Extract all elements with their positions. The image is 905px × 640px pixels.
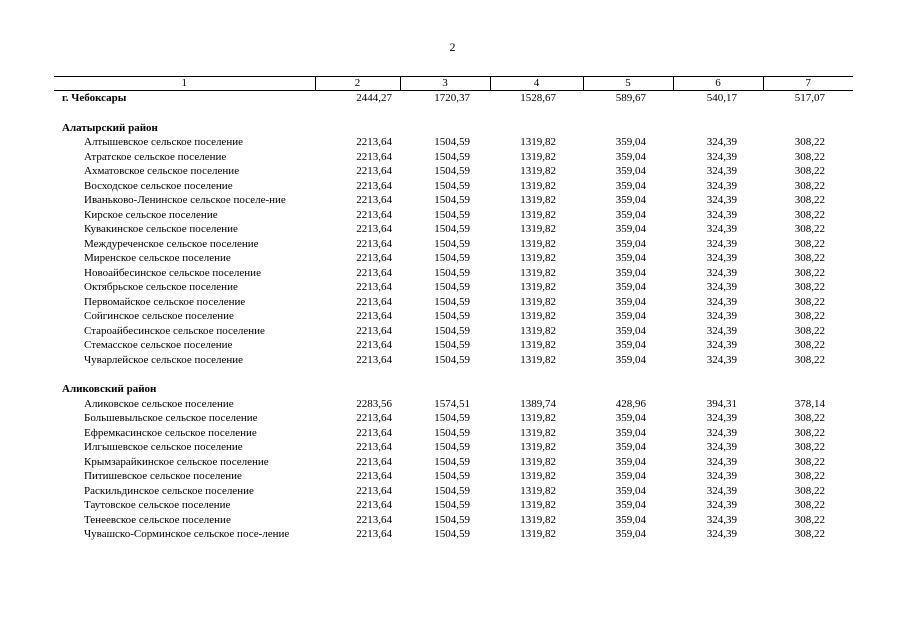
cell-value: 359,04 — [615, 441, 646, 453]
spacer-row — [54, 367, 853, 382]
cell-value: 2213,64 — [356, 310, 392, 322]
cell-value: 359,04 — [615, 179, 646, 192]
cell-value: 324,39 — [706, 223, 737, 235]
cell-value: 359,04 — [615, 194, 646, 206]
cell-value: 1504,59 — [434, 150, 470, 163]
table-row — [54, 135, 853, 150]
table-row — [54, 498, 853, 513]
table-row — [54, 411, 853, 426]
table-row — [54, 426, 853, 441]
cell-value: 1319,82 — [520, 324, 556, 337]
cell-value: 540,17 — [706, 92, 737, 104]
row-name: Раскильдинское сельское поселение — [84, 484, 254, 497]
cell-value: 1319,82 — [520, 455, 556, 468]
cell-value: 359,04 — [615, 513, 646, 526]
table-row — [54, 237, 853, 252]
cell-value: 1319,82 — [520, 412, 556, 424]
cell-value: 324,39 — [706, 455, 737, 468]
cell-value: 2213,64 — [356, 223, 392, 235]
table-row — [54, 527, 853, 542]
cell-value: 1504,59 — [434, 295, 470, 308]
cell-value: 359,04 — [615, 339, 646, 351]
row-name: Кирское сельское поселение — [84, 208, 218, 221]
cell-value: 308,22 — [794, 252, 825, 264]
cell-value: 359,04 — [615, 237, 646, 250]
table-row — [54, 280, 853, 295]
table-row — [54, 455, 853, 470]
cell-value: 1504,59 — [434, 528, 470, 540]
cell-value: 394,31 — [706, 397, 737, 410]
cell-value: 324,39 — [706, 179, 737, 192]
cell-value: 1319,82 — [520, 223, 556, 235]
cell-value: 359,04 — [615, 324, 646, 337]
cell-value: 1319,82 — [520, 528, 556, 540]
cell-value: 2213,64 — [356, 252, 392, 264]
cell-value: 2213,64 — [356, 194, 392, 206]
cell-value: 359,04 — [615, 499, 646, 511]
cell-value: 1574,51 — [434, 397, 470, 410]
cell-value: 1389,74 — [520, 397, 556, 410]
cell-value: 2213,64 — [356, 499, 392, 511]
cell-value: 324,39 — [706, 208, 737, 221]
cell-value: 324,39 — [706, 324, 737, 337]
page-number: 2 — [449, 40, 456, 54]
cell-value: 324,39 — [706, 441, 737, 453]
cell-value: 308,22 — [794, 194, 825, 206]
table-row — [54, 338, 853, 353]
row-name: Атратское сельское поселение — [84, 150, 227, 163]
row-name: Октябрьское сельское поселение — [84, 281, 238, 293]
cell-value: 2213,64 — [356, 150, 392, 163]
spacer-row — [54, 106, 853, 121]
cell-value: 1319,82 — [520, 266, 556, 279]
cell-value: 324,39 — [706, 194, 737, 206]
cell-value — [673, 121, 763, 136]
cell-value: 2213,64 — [356, 339, 392, 351]
cell-value: 324,39 — [706, 252, 737, 264]
column-header: 5 — [583, 77, 673, 91]
cell-value: 324,39 — [706, 150, 737, 163]
cell-value: 308,22 — [794, 237, 825, 250]
cell-value: 359,04 — [615, 136, 646, 148]
cell-value: 1504,59 — [434, 179, 470, 192]
cell-value — [763, 121, 853, 136]
table-row — [54, 179, 853, 194]
cell-value — [490, 121, 583, 136]
cell-value: 1504,59 — [434, 455, 470, 468]
cell-value: 1319,82 — [520, 150, 556, 163]
column-header: 3 — [400, 77, 490, 91]
cell-value: 359,04 — [615, 455, 646, 468]
cell-value: 1319,82 — [520, 499, 556, 511]
cell-value: 1319,82 — [520, 470, 556, 482]
cell-value: 1504,59 — [434, 513, 470, 526]
cell-value: 308,22 — [794, 165, 825, 177]
cell-value: 1504,59 — [434, 324, 470, 337]
table-row — [54, 353, 853, 368]
row-name: Чувашско-Сорминское сельское посе-ление — [84, 528, 290, 540]
district-row — [54, 121, 853, 136]
cell-value: 324,39 — [706, 484, 737, 497]
cell-value: 2213,64 — [356, 470, 392, 482]
cell-value: 1504,59 — [434, 499, 470, 511]
table-row — [54, 295, 853, 310]
cell-value: 359,04 — [615, 528, 646, 540]
cell-value: 1319,82 — [520, 165, 556, 177]
cell-value: 359,04 — [615, 281, 646, 293]
cell-value: 308,22 — [794, 281, 825, 293]
cell-value: 1504,59 — [434, 484, 470, 497]
cell-value: 308,22 — [794, 295, 825, 308]
cell-value: 1504,59 — [434, 165, 470, 177]
cell-value: 1720,37 — [434, 92, 470, 104]
cell-value — [315, 121, 400, 136]
row-name: Чуварлейское сельское поселение — [84, 353, 244, 366]
row-name: Большевыльское сельское поселение — [84, 412, 258, 424]
row-name: Ахматовское сельское поселение — [84, 165, 240, 177]
cell-value — [315, 382, 400, 397]
cell-value: 324,39 — [706, 412, 737, 424]
district-row — [54, 382, 853, 397]
cell-value: 359,04 — [615, 310, 646, 322]
cell-value: 359,04 — [615, 150, 646, 163]
cell-value: 2213,64 — [356, 208, 392, 221]
cell-value: 2213,64 — [356, 295, 392, 308]
cell-value: 308,22 — [794, 470, 825, 482]
cell-value: 324,39 — [706, 528, 737, 540]
cell-value: 308,22 — [794, 324, 825, 337]
cell-value: 1319,82 — [520, 426, 556, 439]
cell-value: 1319,82 — [520, 441, 556, 453]
row-name: Восходское сельское поселение — [84, 179, 233, 192]
cell-value: 359,04 — [615, 223, 646, 235]
row-name: Ефремкасинское сельское поселение — [84, 426, 257, 439]
table-row — [54, 150, 853, 165]
cell-value: 1504,59 — [434, 412, 470, 424]
row-name: Таутовское сельское поселение — [84, 499, 231, 511]
table-row — [54, 484, 853, 499]
table-row — [54, 440, 853, 455]
cell-value: 308,22 — [794, 499, 825, 511]
cell-value: 308,22 — [794, 441, 825, 453]
row-name: Сойгинское сельское поселение — [84, 310, 234, 322]
cell-value: 359,04 — [615, 470, 646, 482]
cell-value — [400, 382, 490, 397]
column-header: 4 — [490, 77, 583, 91]
cell-value: 1504,59 — [434, 281, 470, 293]
row-name: г. Чебоксары — [62, 92, 127, 104]
cell-value: 1319,82 — [520, 353, 556, 366]
cell-value: 1319,82 — [520, 179, 556, 192]
cell-value: 324,39 — [706, 426, 737, 439]
cell-value — [583, 121, 673, 136]
row-name: Аликовский район — [62, 383, 157, 395]
cell-value: 1504,59 — [434, 441, 470, 453]
cell-value: 2213,64 — [356, 412, 392, 424]
cell-value: 2213,64 — [356, 441, 392, 453]
cell-value: 359,04 — [615, 484, 646, 497]
cell-value: 324,39 — [706, 281, 737, 293]
table-row — [54, 309, 853, 324]
cell-value: 1504,59 — [434, 353, 470, 366]
cell-value: 428,96 — [615, 397, 646, 410]
cell-value: 359,04 — [615, 412, 646, 424]
cell-value: 308,22 — [794, 150, 825, 163]
cell-value: 2213,64 — [356, 484, 392, 497]
table-header-row — [54, 77, 853, 91]
cell-value: 308,22 — [794, 528, 825, 540]
column-header: 2 — [315, 77, 400, 91]
cell-value — [763, 382, 853, 397]
cell-value: 324,39 — [706, 136, 737, 148]
row-name: Первомайское сельское поселение — [84, 295, 246, 308]
cell-value: 308,22 — [794, 484, 825, 497]
cell-value: 2213,64 — [356, 324, 392, 337]
cell-value — [400, 121, 490, 136]
table-row — [54, 164, 853, 179]
cell-value: 1319,82 — [520, 484, 556, 497]
table-row — [54, 222, 853, 237]
cell-value: 359,04 — [615, 295, 646, 308]
cell-value: 2213,64 — [356, 179, 392, 192]
row-name: Илгышевское сельское поселение — [84, 441, 243, 453]
cell-value: 324,39 — [706, 295, 737, 308]
cell-value: 324,39 — [706, 165, 737, 177]
cell-value: 359,04 — [615, 353, 646, 366]
table-row — [54, 266, 853, 281]
cell-value: 2213,64 — [356, 165, 392, 177]
cell-value: 1504,59 — [434, 266, 470, 279]
row-name: Новоайбесинское сельское поселение — [84, 266, 261, 279]
cell-value: 378,14 — [794, 397, 825, 410]
row-name: Алтышевское сельское поселение — [84, 136, 243, 148]
table-row — [54, 469, 853, 484]
row-name: Староайбесинское сельское поселение — [84, 324, 265, 337]
table-row — [54, 208, 853, 223]
cell-value: 1319,82 — [520, 252, 556, 264]
column-header: 1 — [54, 77, 315, 91]
cell-value: 1504,59 — [434, 426, 470, 439]
cell-value: 2213,64 — [356, 353, 392, 366]
cell-value: 308,22 — [794, 353, 825, 366]
cell-value: 324,39 — [706, 339, 737, 351]
row-name: Миренское сельское поселение — [84, 252, 231, 264]
cell-value: 308,22 — [794, 223, 825, 235]
cell-value: 1528,67 — [520, 92, 556, 104]
cell-value: 1504,59 — [434, 136, 470, 148]
data-table — [54, 76, 853, 542]
cell-value: 2213,64 — [356, 281, 392, 293]
cell-value: 2213,64 — [356, 513, 392, 526]
cell-value: 308,22 — [794, 412, 825, 424]
cell-value: 1319,82 — [520, 136, 556, 148]
cell-value: 1319,82 — [520, 339, 556, 351]
cell-value — [490, 382, 583, 397]
cell-value: 1319,82 — [520, 194, 556, 206]
cell-value: 1504,59 — [434, 252, 470, 264]
column-header: 7 — [763, 77, 853, 91]
row-name: Крымзарайкинское сельское поселение — [84, 455, 269, 468]
cell-value: 308,22 — [794, 513, 825, 526]
cell-value: 2213,64 — [356, 237, 392, 250]
cell-value: 308,22 — [794, 455, 825, 468]
cell-value: 324,39 — [706, 266, 737, 279]
cell-value: 308,22 — [794, 208, 825, 221]
cell-value: 359,04 — [615, 252, 646, 264]
cell-value: 2283,56 — [356, 397, 392, 410]
cell-value: 1319,82 — [520, 237, 556, 250]
cell-value: 1504,59 — [434, 339, 470, 351]
cell-value: 1504,59 — [434, 194, 470, 206]
table-row — [54, 193, 853, 208]
cell-value: 1504,59 — [434, 310, 470, 322]
cell-value: 359,04 — [615, 266, 646, 279]
cell-value — [583, 382, 673, 397]
cell-value: 1504,59 — [434, 223, 470, 235]
cell-value: 2213,64 — [356, 426, 392, 439]
cell-value: 359,04 — [615, 165, 646, 177]
cell-value: 324,39 — [706, 310, 737, 322]
row-name: Тенеевское сельское поселение — [84, 513, 231, 526]
table-row — [54, 397, 853, 412]
cell-value: 1319,82 — [520, 295, 556, 308]
cell-value: 1319,82 — [520, 513, 556, 526]
cell-value: 2213,64 — [356, 455, 392, 468]
row-name: Кувакинское сельское поселение — [84, 223, 238, 235]
table-row — [54, 324, 853, 339]
cell-value: 324,39 — [706, 353, 737, 366]
row-name: Междуреченское сельское поселение — [84, 237, 259, 250]
table-row — [54, 513, 853, 528]
cell-value: 308,22 — [794, 339, 825, 351]
column-header: 6 — [673, 77, 763, 91]
table-row — [54, 251, 853, 266]
cell-value: 308,22 — [794, 310, 825, 322]
cell-value: 1319,82 — [520, 281, 556, 293]
cell-value: 2213,64 — [356, 528, 392, 540]
cell-value: 2213,64 — [356, 136, 392, 148]
cell-value: 324,39 — [706, 237, 737, 250]
city-row — [54, 91, 853, 106]
cell-value: 359,04 — [615, 208, 646, 221]
cell-value: 2213,64 — [356, 266, 392, 279]
cell-value: 1504,59 — [434, 470, 470, 482]
cell-value: 359,04 — [615, 426, 646, 439]
cell-value: 308,22 — [794, 266, 825, 279]
row-name: Иваньково-Ленинское сельское поселе-ние — [84, 194, 286, 206]
cell-value: 1504,59 — [434, 208, 470, 221]
cell-value: 308,22 — [794, 179, 825, 192]
row-name: Аликовское сельское поселение — [84, 397, 234, 410]
cell-value: 324,39 — [706, 513, 737, 526]
cell-value: 308,22 — [794, 136, 825, 148]
cell-value: 1319,82 — [520, 310, 556, 322]
cell-value: 589,67 — [615, 92, 646, 104]
row-name: Стемасское сельское поселение — [84, 339, 233, 351]
cell-value: 324,39 — [706, 470, 737, 482]
cell-value — [673, 382, 763, 397]
cell-value: 517,07 — [794, 92, 825, 104]
cell-value: 2444,27 — [356, 92, 392, 104]
cell-value: 324,39 — [706, 499, 737, 511]
row-name: Питишевское сельское поселение — [84, 470, 242, 482]
row-name: Алатырский район — [62, 121, 158, 134]
cell-value: 308,22 — [794, 426, 825, 439]
cell-value: 1504,59 — [434, 237, 470, 250]
cell-value: 1319,82 — [520, 208, 556, 221]
